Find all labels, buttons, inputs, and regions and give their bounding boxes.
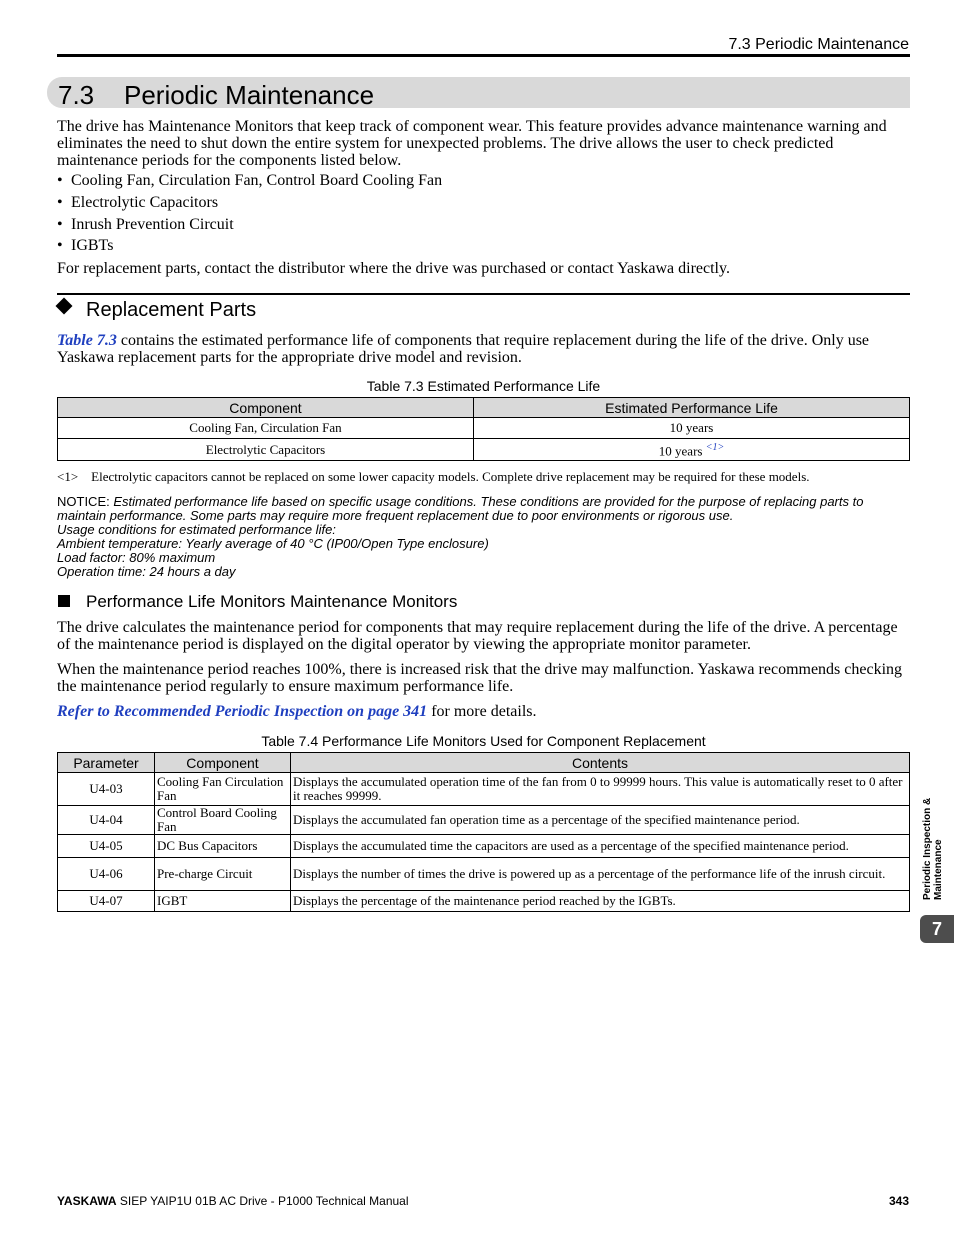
table-row [58,773,910,806]
footnote-reference-link[interactable]: <1> [705,441,725,453]
page-number: 343 [888,1194,909,1208]
bullet-dot: • [57,194,63,211]
bullet-dot: • [57,216,63,233]
table-row [58,806,910,835]
section-number: 7.3 [58,80,95,110]
refer-paragraph: Refer to Recommended Periodic Inspection on page 341 for more details. [57,703,537,720]
bullet-item: • Inrush Prevention Circuit [57,216,234,233]
bullet-dot: • [57,172,63,189]
table-cell: IGBT [155,891,291,912]
table-7-3 [57,397,910,461]
table-cell: Cooling Fan Circulation Fan [155,773,291,806]
monitors-paragraph-2: When the maintenance period reaches 100%, there is increased risk that the drive may malfunction. Yaskawa recommends checking the maintenance period regularly to ensure maximum performance life. [57,661,903,695]
chapter-side-label: Periodic Inspection & Maintenance [922,797,944,900]
column-header: Estimated Performance Life [474,398,910,418]
table-cell: Pre-charge Circuit [155,858,291,891]
table-cell: Displays the accumulated time the capacitors are used as a percentage of the specified maintenance period. [291,835,910,858]
table-7-3-caption: Table 7.3 Estimated Performance Life [366,378,601,394]
monitors-heading: Performance Life Monitors Maintenance Monitors [86,592,458,611]
table-cell: Displays the accumulated operation time of the fan from 0 to 99999 hours. This value is automatically reset to 0 after it reaches 99999. [291,773,910,806]
notice-line: Usage conditions for estimated performance life: [57,522,336,537]
table-cell: U4-03 [58,773,155,806]
replacement-paragraph: Table 7.3 contains the estimated performance life of components that require replacement during the life of the drive. Only use Yaskawa replacement parts for the appropriate drive model and revision. [57,332,870,366]
table-cell: 10 years $^{<1>}$ [474,439,910,461]
notice-line: Operation time: 24 hours a day [57,564,236,579]
table-cell: U4-05 [58,835,155,858]
chapter-tab[interactable]: 7 [920,915,954,943]
table-row [58,858,910,891]
notice-block [57,495,912,579]
table-7-4 [57,752,910,912]
notice-label: NOTICE: [57,494,110,509]
column-header: Component [155,753,291,773]
table-cell: Control Board Cooling Fan [155,806,291,835]
section-rule [57,293,910,295]
column-header: Contents [291,753,910,773]
table-cell: Displays the number of times the drive is powered up as a percentage of the performance life of the inrush circuit. [291,858,910,891]
replacement-contact-text: For replacement parts, contact the distributor where the drive was purchased or contact Yaskawa directly. [57,260,730,277]
diamond-icon [56,298,73,315]
notice-line: Load factor: 80% maximum [57,550,216,565]
bullet-dot: • [57,237,63,254]
table-cell: U4-07 [58,891,155,912]
page-title: Periodic Maintenance [124,80,375,110]
table-footnote: <1> Electrolytic capacitors cannot be replaced on some lower capacity models. Complete drive replacement may be required for these models. [57,469,810,484]
table-cell: Displays the percentage of the maintenance period reached by the IGBTs. [291,891,910,912]
monitors-paragraph-1: The drive calculates the maintenance period for components that may require replacement during the life of the drive. A percentage of the maintenance period is displayed on the digital operator by viewing the appropriate monitor parameter. [57,619,898,653]
table-cell: U4-04 [58,806,155,835]
recommended-inspection-link[interactable]: Refer to Recommended Periodic Inspection on page 341 [57,703,428,720]
table-cell: U4-06 [58,858,155,891]
table-7-3-link[interactable]: Table 7.3 [57,332,117,349]
bullet-item: • Cooling Fan, Circulation Fan, Control Board Cooling Fan [57,172,443,189]
footer-document-title: YASKAWA SIEP YAIP1U 01B AC Drive - P1000 Technical Manual [57,1194,409,1208]
column-header: Component [58,398,474,418]
table-cell: Displays the accumulated fan operation time as a percentage of the specified maintenance period. [291,806,910,835]
table-cell: DC Bus Capacitors [155,835,291,858]
running-header: 7.3 Periodic Maintenance [728,36,909,53]
column-header: Parameter [58,753,155,773]
notice-line: Ambient temperature: Yearly average of 40 °C (IP00/Open Type enclosure) [57,536,489,551]
square-bullet-icon [58,595,70,607]
notice-text: Estimated performance life based on specific usage conditions. These conditions are provided for the purpose of replacing parts to maintain performance. Some parts may require more frequent replacement due to poor environments or rigorous use. [57,494,864,523]
table-row [58,835,910,858]
bullet-item: • Electrolytic Capacitors [57,194,219,211]
table-row [58,891,910,912]
header-rule [57,54,910,57]
table-cell: Cooling Fan, Circulation Fan [58,418,474,439]
replacement-parts-heading: Replacement Parts [86,299,257,321]
table-cell: 10 years [474,418,910,439]
bullet-item: • IGBTs [57,237,114,254]
table-row [58,418,910,439]
table-cell: Electrolytic Capacitors [58,439,474,461]
table-row [58,439,910,461]
intro-paragraph: The drive has Maintenance Monitors that keep track of component wear. This feature provides advance maintenance warning and eliminates the need to shut down the entire system for unexpected problems. The drive allows the user to check predicted maintenance periods for the components listed below. [57,118,887,169]
table-7-4-caption: Table 7.4 Performance Life Monitors Used for Component Replacement [261,733,706,749]
